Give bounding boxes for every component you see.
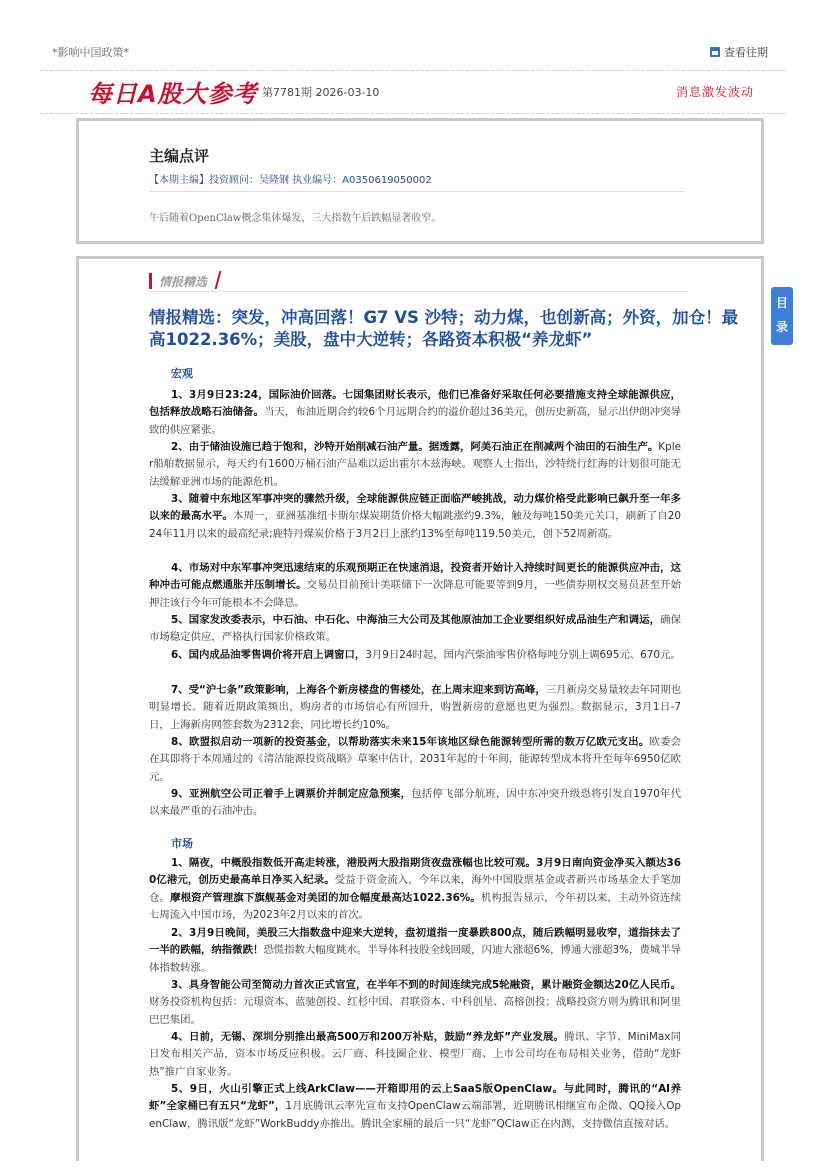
tag-slash bbox=[215, 271, 222, 289]
market-item-5-text: 1月底腾讯云率先宣布支持OpenClaw云端部署，近期腾讯相继宣布企微、QQ接入OpenClaw，腾讯版“龙虾”WorkBuddy亦推出。腾讯全家桶的最后一只“龙虾”QClaw正在内测，支持微信直接对话。 bbox=[149, 1100, 681, 1130]
slogan: 消息激发波动 bbox=[675, 85, 754, 99]
market-item-1 bbox=[149, 855, 681, 925]
editor-meta: 【本期主编】投资顾问：吴隆钢 执业编号：A0350619050002 bbox=[149, 175, 432, 186]
macro-item-7 bbox=[149, 682, 681, 734]
section-tag-label: 情报精选 bbox=[159, 275, 208, 289]
macro-item-2 bbox=[149, 439, 681, 491]
source-label: *影响中国政策* bbox=[52, 46, 129, 59]
macro-item-4 bbox=[149, 560, 681, 612]
macro-item-1-text: 当天，布油近期合约较6个月远期合约的溢价超过36美元，创历史新高，显示出伊朗冲突导致的供应紧张。 bbox=[149, 406, 681, 436]
macro-item-5-bold: 5、国家发改委表示，中石油、中石化、中海油三大公司及其他原油加工企业要组织好成品油生产和调运， bbox=[171, 614, 661, 626]
logo[interactable]: 每日A股大参考 bbox=[88, 80, 258, 108]
macro-item-2-text: Kpler船舶数据显示，每天约有1600万桶石油产品难以运出霍尔木兹海峡。观察人士指出，沙特绕行红海的计划很可能无法缓解亚洲市场的能源危机。 bbox=[149, 441, 681, 488]
history-link-label[interactable]: 查看往期 bbox=[724, 46, 768, 59]
heading-market: 市场 bbox=[171, 837, 193, 850]
macro-item-6-text: 3月9日24时起，国内汽柴油零售价格每吨分别上调695元、670元。 bbox=[365, 649, 681, 661]
macro-item-4-bold: 4、市场对中东军事冲突迅速结束的乐观预期正在快速消退，投资者开始计入持续时间更长的能源供应冲击，这种冲击可能点燃通胀并压制增长。 bbox=[149, 562, 681, 592]
history-link[interactable] bbox=[710, 44, 768, 60]
macro-item-6 bbox=[149, 647, 681, 664]
macro-item-8-text: 欧委会在其即将于本周通过的《清洁能源投资战略》草案中估计，2031年起的十年间，能源转型成本将升至每年6950亿欧元。 bbox=[149, 736, 682, 783]
market-item-5-bold: 5、9日，火山引擎正式上线ArkClaw——开箱即用的云上SaaS版OpenClaw。与此同时，腾讯的“AI养虾”全家桶已有五只“龙虾”， bbox=[149, 1083, 681, 1113]
editor-body: 午后随着OpenClaw概念集体爆发，三大指数午后跌幅显著收窄。 bbox=[149, 213, 442, 224]
section-tag bbox=[149, 269, 689, 292]
market-item-3-bold: 3、具身智能公司至简动力首次正式官宣，在半年不到的时间连续完成5轮融资，累计融资金额达20亿人民币。 bbox=[171, 979, 681, 991]
heading-macro: 宏观 bbox=[171, 367, 193, 380]
macro-item-3-bold: 3、随着中东地区军事冲突的骤然升级，全球能源供应链正面临严峻挑战，动力煤价格受此影响已飙升至一年多以来的最高水平。 bbox=[149, 493, 681, 523]
macro-item-1 bbox=[149, 387, 681, 439]
editor-title: 主编点评 bbox=[149, 147, 210, 165]
macro-item-7-text: 三月新房交易量较去年同期也明显增长。随着近期政策频出，购房者的市场信心有所回升，购置新房的意愿也更为强烈。数据显示，3月1日-7日，上海新房网签套数为2312套，同比增长约10%。 bbox=[149, 684, 681, 731]
macro-item-3 bbox=[149, 491, 681, 543]
market-item-4-text: 腾讯、字节、MiniMax同日发布相关产品，资本市场反应积极。云厂商、科技圈企业、模型厂商、上市公司均在布局相关业务，借助“龙虾热”推广自家业务。 bbox=[149, 1031, 681, 1078]
issue-info: 第7781期 2026-03-10 bbox=[262, 86, 380, 99]
macro-item-5 bbox=[149, 612, 681, 647]
market-item-4-bold: 4、日前，无锡、深圳分别推出最高500万和200万补贴，鼓励“养龙虾”产业发展。 bbox=[171, 1031, 565, 1043]
macro-item-8-bold: 8、欧盟拟启动一项新的投资基金，以帮助落实未来15年该地区绿色能源转型所需的数万亿欧元支出。 bbox=[171, 736, 650, 748]
macro-item-2-bold: 2、由于储油设施已趋于饱和，沙特开始削减石油产量。据透露，阿美石油正在削减两个油田的石油生产。 bbox=[171, 441, 659, 453]
market-item-4 bbox=[149, 1029, 681, 1081]
macro-item-9-text: 包括停飞部分航班，因中东冲突升级恐将引发自1970年代以来最严重的石油冲击。 bbox=[149, 788, 681, 818]
market-item-1-bold: 1、隔夜，中概股指数低开高走转涨，港股两大股指期货夜盘涨幅也比较可观。3月9日南向资金净买入额达360亿港元，创历史最高单日净买入纪录。 bbox=[149, 857, 681, 887]
macro-item-9-bold: 9、亚洲航空公司正着手上调票价并制定应急预案， bbox=[171, 788, 412, 800]
macro-item-6-bold: 6、国内成品油零售调价将开启上调窗口， bbox=[171, 649, 366, 661]
editor-comment-box bbox=[76, 118, 764, 244]
intel-box bbox=[76, 256, 764, 1161]
macro-item-4-text: 交易员目前预计美联储下一次降息可能要等到9月，一些债券期权交易员甚至开始押注该行今年可能根本不会降息。 bbox=[149, 579, 682, 609]
market-item-2-text: 恐慌指数大幅度跳水。半导体科技股全线回暖，闪迪大涨超6%，博通大涨超3%，费城半导体指数转涨。 bbox=[149, 944, 681, 974]
calendar-icon bbox=[710, 47, 720, 57]
macro-item-5-text: 确保市场稳定供应，严格执行国家价格政策。 bbox=[149, 614, 682, 644]
divider bbox=[149, 191, 684, 192]
tag-bar bbox=[149, 273, 152, 289]
market-item-2 bbox=[149, 925, 681, 977]
market-item-1-bold2: 摩根资产管理旗下旗舰基金对美团的加仓幅度最高达1022.36%。 bbox=[170, 891, 481, 904]
market-item-3 bbox=[149, 977, 681, 1029]
market-item-3-text: 财务投资机构包括：元璟资本、蓝驰创投、红杉中国、君联资本、中科创星、高榕创投；战略投资方则为腾讯和阿里巴巴集团。 bbox=[149, 996, 681, 1026]
market-item-1-text: 受益于资金流入，今年以来，海外中国股票基金或者新兴市场基金大手笔加仓。 bbox=[149, 874, 682, 904]
macro-item-3-text: 本周一，亚洲基准纽卡斯尔煤炭期货价格大幅跳涨约9.3%，触及每吨150美元关口，刷新了自2024年11月以来的最高纪录;鹿特丹煤炭价格于3月2日上涨约13%至每吨119.50美元，创下52周新高。 bbox=[149, 510, 682, 540]
market-item-1-text2: 机构报告显示，今年初以来，主动外资连续七周流入中国市场，为2023年2月以来的首次。 bbox=[149, 891, 681, 922]
market-item-5 bbox=[149, 1081, 681, 1133]
macro-item-1-bold: 1、3月9日23:24，国际油价回落。七国集团财长表示，他们已准备好采取任何必要措施支持全球能源供应，包括释放战略石油储备。 bbox=[149, 389, 681, 419]
market-item-2-bold: 2、3月9日晚间，美股三大指数盘中迎来大逆转，盘初道指一度暴跌800点，随后跌幅明显收窄，道指抹去了一半的跌幅，纳指微跌！ bbox=[149, 927, 681, 957]
macro-item-7-bold: 7、受“沪七条”政策影响，上海各个新房楼盘的售楼处，在上周末迎来到访高峰， bbox=[171, 684, 546, 696]
macro-item-9 bbox=[149, 786, 681, 821]
toc-button[interactable]: 目录 bbox=[771, 287, 793, 345]
article-title: 情报精选：突发，冲高回落！G7 VS 沙特；动力煤，也创新高；外资，加仓！最高1022.36%；美股，盘中大逆转；各路资本积极“养龙虾” bbox=[149, 308, 739, 349]
macro-item-8 bbox=[149, 734, 681, 786]
